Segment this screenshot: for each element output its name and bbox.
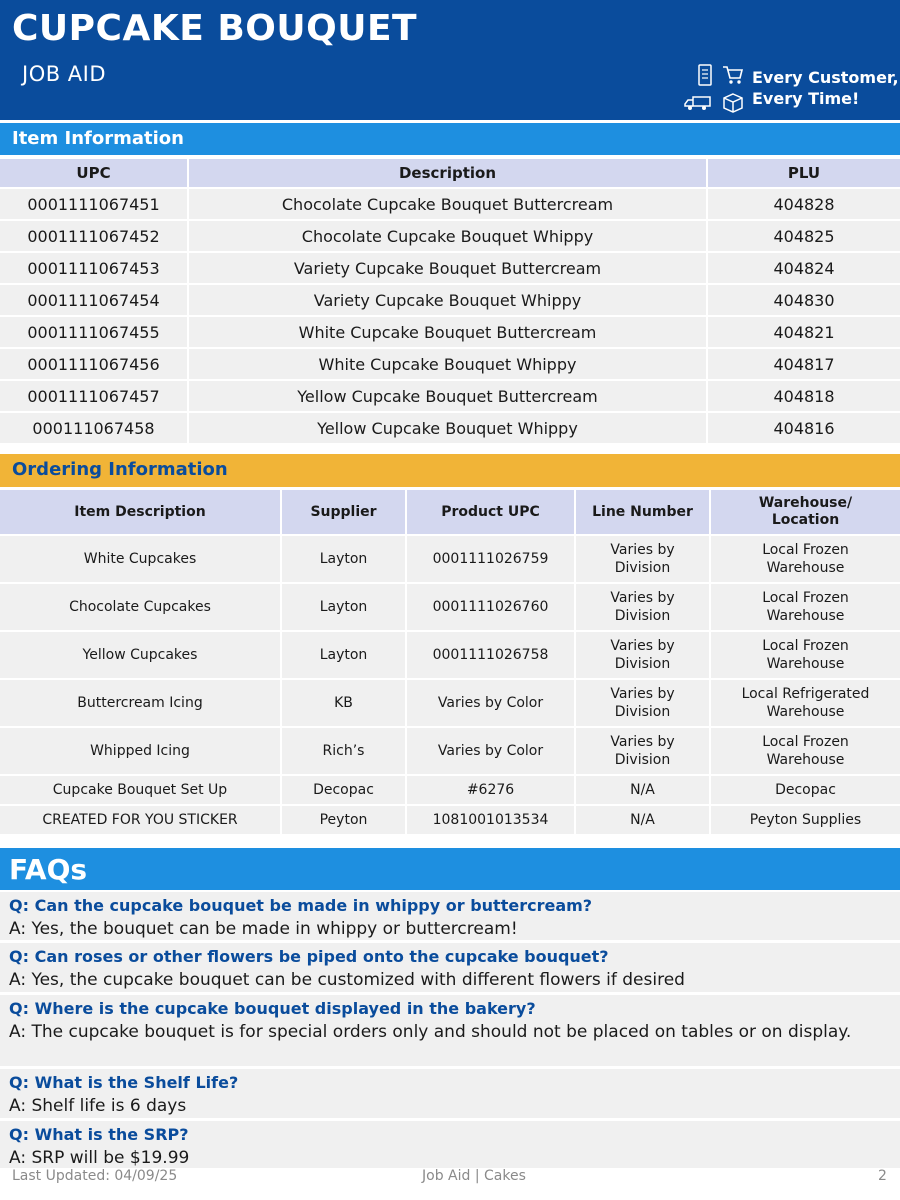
warehouse-cell: Local Refrigerated Warehouse [711,680,900,726]
table-row [0,317,900,347]
faq-answer: A: Shelf life is 6 days [9,1096,187,1116]
upc-cell: 0001111067456 [0,349,187,379]
supplier-cell: Rich’s [282,728,405,774]
tagline [752,67,899,109]
column-header-plu: PLU [708,159,900,187]
faq-item [0,943,900,992]
table-row [0,349,900,379]
faq-item [0,1121,900,1168]
plu-cell: 404816 [708,413,900,443]
tagline-line-1: Every Customer, [752,68,899,87]
item-description-cell: Buttercream Icing [0,680,280,726]
product-upc-cell: #6276 [407,776,574,804]
faq-question: Q: What is the Shelf Life? [9,1073,239,1092]
warehouse-cell: Local Frozen Warehouse [711,728,900,774]
product-upc-cell: Varies by Color [407,680,574,726]
item-information-table [0,157,900,445]
line-number-cell: Varies by Division [576,584,709,630]
plu-cell: 404825 [708,221,900,251]
table-row [0,221,900,251]
item-description-cell: Whipped Icing [0,728,280,774]
column-header-upc: UPC [0,159,187,187]
faq-question: Q: Where is the cupcake bouquet displayed in the bakery? [9,999,536,1018]
table-row [0,632,900,678]
product-upc-cell: 0001111026760 [407,584,574,630]
faq-answer: A: Yes, the cupcake bouquet can be customized with different flowers if desired [9,970,685,990]
service-icons [684,62,748,116]
faq-item [0,1069,900,1118]
faq-question: Q: Can roses or other flowers be piped onto the cupcake bouquet? [9,947,609,966]
upc-cell: 000111067458 [0,413,187,443]
tagline-line-2: Every Time! [752,89,860,108]
page-header [0,0,900,120]
table-row [0,776,900,804]
faq-item [0,995,900,1066]
table-row [0,253,900,283]
supplier-cell: Layton [282,584,405,630]
page-subtitle: JOB AID [22,62,107,86]
warehouse-cell: Local Frozen Warehouse [711,584,900,630]
plu-cell: 404817 [708,349,900,379]
receipt-icon [697,64,713,86]
supplier-cell: Layton [282,632,405,678]
warehouse-cell: Local Frozen Warehouse [711,536,900,582]
description-cell: Yellow Cupcake Bouquet Whippy [189,413,706,443]
faqs-heading: FAQs [9,853,88,886]
faq-answer: A: SRP will be $19.99 [9,1148,190,1168]
line-number-cell: Varies by Division [576,680,709,726]
faqs-heading-bar [0,848,900,890]
upc-cell: 0001111067457 [0,381,187,411]
description-cell: Chocolate Cupcake Bouquet Buttercream [189,189,706,219]
description-cell: White Cupcake Bouquet Whippy [189,349,706,379]
ordering-information-heading-bar [0,454,900,487]
table-row [0,189,900,219]
item-information-heading-bar [0,123,900,155]
table-row [0,584,900,630]
table-row [0,285,900,315]
product-upc-cell: 1081001013534 [407,806,574,834]
table-row [0,413,900,443]
table-row [0,536,900,582]
column-header-item-description: Item Description [0,490,280,534]
column-header-product-upc: Product UPC [407,490,574,534]
warehouse-cell: Local Frozen Warehouse [711,632,900,678]
column-header-description: Description [189,159,706,187]
column-header-warehouse-location: Warehouse/ Location [711,490,900,534]
line-number-cell: Varies by Division [576,728,709,774]
ordering-information-table [0,488,900,836]
line-number-cell: N/A [576,776,709,804]
plu-cell: 404828 [708,189,900,219]
description-cell: Chocolate Cupcake Bouquet Whippy [189,221,706,251]
footer-section-label: Job Aid | Cakes [422,1168,526,1184]
item-information-heading: Item Information [12,128,184,149]
supplier-cell: Layton [282,536,405,582]
supplier-cell: Peyton [282,806,405,834]
product-upc-cell: 0001111026759 [407,536,574,582]
table-row [0,680,900,726]
column-header-line-number: Line Number [576,490,709,534]
package-icon [722,92,744,114]
table-row [0,806,900,834]
item-description-cell: CREATED FOR YOU STICKER [0,806,280,834]
item-description-cell: Chocolate Cupcakes [0,584,280,630]
ordering-information-heading: Ordering Information [12,459,228,480]
plu-cell: 404821 [708,317,900,347]
plu-cell: 404830 [708,285,900,315]
upc-cell: 0001111067451 [0,189,187,219]
table-header-row [0,159,900,187]
description-cell: Variety Cupcake Bouquet Whippy [189,285,706,315]
supplier-cell: KB [282,680,405,726]
table-header-row [0,490,900,534]
faq-item [0,892,900,940]
description-cell: Variety Cupcake Bouquet Buttercream [189,253,706,283]
footer-last-updated: Last Updated: 04/09/25 [12,1168,178,1184]
item-description-cell: Yellow Cupcakes [0,632,280,678]
cart-icon [722,65,744,85]
line-number-cell: Varies by Division [576,632,709,678]
table-row [0,381,900,411]
upc-cell: 0001111067452 [0,221,187,251]
plu-cell: 404824 [708,253,900,283]
line-number-cell: Varies by Division [576,536,709,582]
delivery-truck-icon [684,94,712,112]
supplier-cell: Decopac [282,776,405,804]
upc-cell: 0001111067453 [0,253,187,283]
item-description-cell: Cupcake Bouquet Set Up [0,776,280,804]
item-description-cell: White Cupcakes [0,536,280,582]
warehouse-cell: Decopac [711,776,900,804]
table-row [0,728,900,774]
warehouse-cell: Peyton Supplies [711,806,900,834]
product-upc-cell: Varies by Color [407,728,574,774]
page-title: CUPCAKE BOUQUET [12,8,418,49]
faq-answer: A: Yes, the bouquet can be made in whippy or buttercream! [9,919,518,939]
footer-page-number: 2 [878,1168,887,1184]
column-header-supplier: Supplier [282,490,405,534]
description-cell: White Cupcake Bouquet Buttercream [189,317,706,347]
product-upc-cell: 0001111026758 [407,632,574,678]
faq-question: Q: Can the cupcake bouquet be made in whippy or buttercream? [9,896,593,915]
plu-cell: 404818 [708,381,900,411]
line-number-cell: N/A [576,806,709,834]
faq-answer: A: The cupcake bouquet is for special orders only and should not be placed on tables or on display. [9,1022,852,1042]
faq-question: Q: What is the SRP? [9,1125,189,1144]
upc-cell: 0001111067455 [0,317,187,347]
description-cell: Yellow Cupcake Bouquet Buttercream [189,381,706,411]
upc-cell: 0001111067454 [0,285,187,315]
